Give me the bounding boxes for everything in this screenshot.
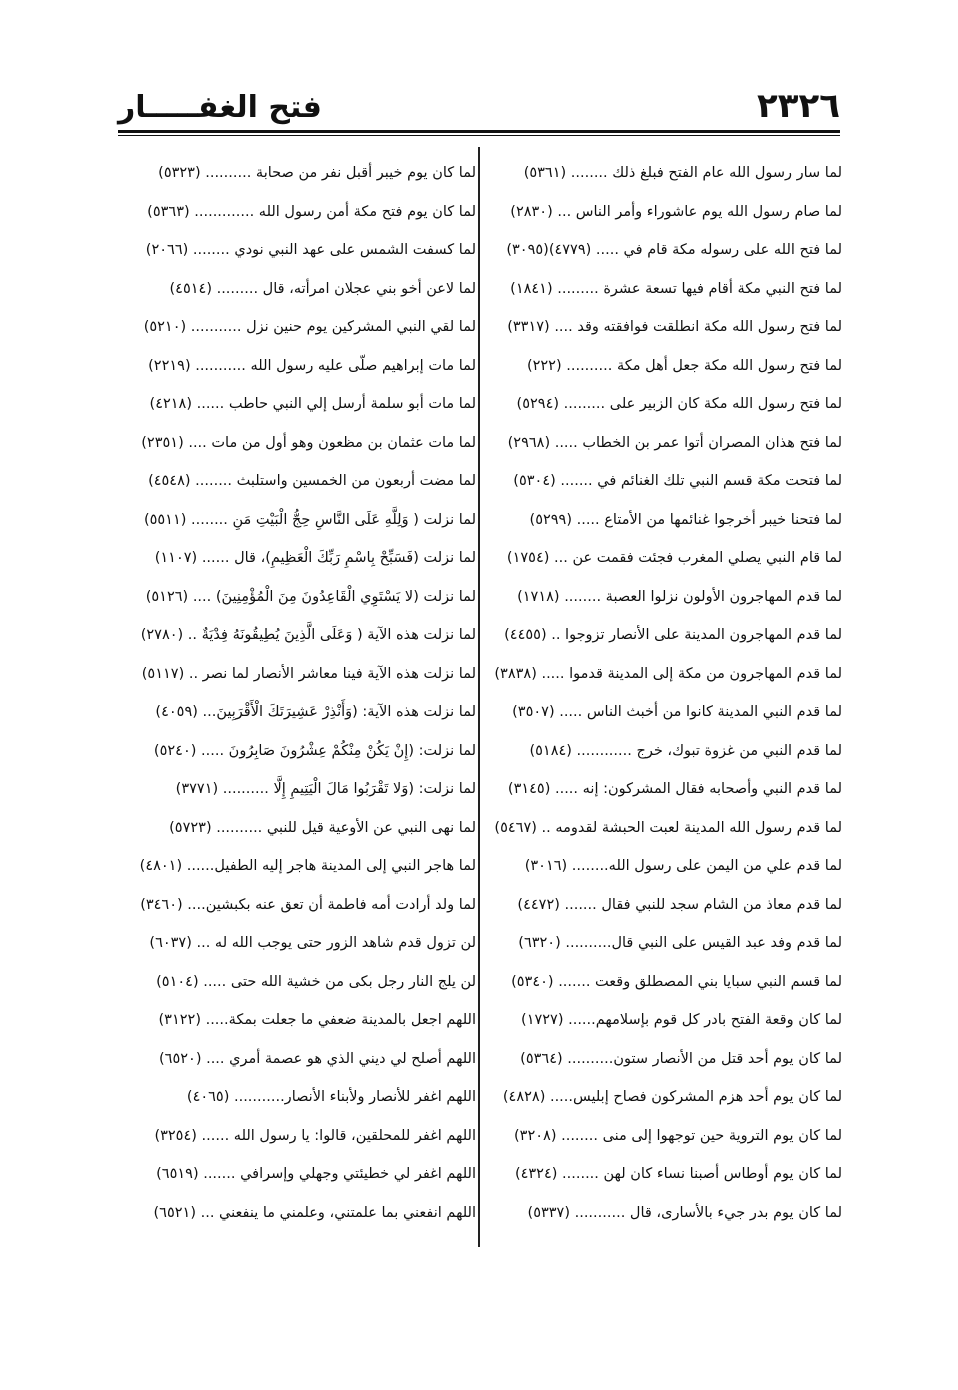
index-entry: لما قدم رسول الله المدينة لعبت الحبشة لقدومه .. (٥٤٦٧) xyxy=(494,819,842,836)
index-entry: لما نزلت ( وَلِلَّهِ عَلَى النَّاسِ حِجُّ الْبَيْتِ مَنِ ........ (٥٥١١) xyxy=(143,511,476,528)
index-entry: لما كان يوم أحد قتل من الأنصار ستون.......... (٥٣٦٤) xyxy=(520,1050,842,1067)
index-entry: لما فتح رسول الله مكة كان الزبير على ......... (٥٢٩٤) xyxy=(516,396,842,412)
index-entry: لما فتحنا خيبر أخرجوا غنائمها من الأمتاع ..... (٥٢٩٩) xyxy=(529,511,842,528)
page-number: ٢٣٢٦ xyxy=(756,86,840,126)
index-entry: لما مات أبو سلمة أرسل إلي النبي حاطب ...... (٤٢١٨) xyxy=(149,396,476,412)
index-entry: لما كان يوم أوطاس أصبنا نساء كان لهن ........ (٤٣٢٤) xyxy=(514,1166,842,1182)
index-entry: اللهم أصلح لي ديني الذي هو عصمة أمري .... (٦٥٢٠) xyxy=(158,1050,476,1067)
index-entry: لما قدم النبي من غزوة تبوك، خرج ............ (٥١٨٤) xyxy=(529,742,842,759)
index-entry: لما قدم المهاجرون من مكة إلى المدينة قدموا ..... (٣٨٣٨) xyxy=(494,665,842,682)
index-entry: لما كان وقعة الفتح بادر كل قوم بإسلامهم...... (١٧٢٧) xyxy=(521,1012,842,1028)
index-entry: لما نزلت (لا يَسْتَوِي الْقَاعِدُونَ مِنَ الْمُؤْمِنِينَ) .... (٥١٢٦) xyxy=(145,588,476,605)
index-entry: لما لقي النبي المشركين يوم حنين نزل ........... (٥٢١٠) xyxy=(143,319,476,335)
index-entry: لما سار رسول الله عام الفتح فبلغ ذلك ........ (٥٣٦١) xyxy=(523,165,842,181)
index-column-right xyxy=(484,154,842,1232)
header-rule xyxy=(118,130,840,133)
index-entry: لما نزلت هذه الآية: (وَأَنْذِرْ عَشِيرَتَكَ الْأَقْرَبِينَ... (٤٠٥٩) xyxy=(155,704,476,720)
index-entry: لما كان يوم خيبر أقبل نفر من صحابة .......... (٥٣٢٣) xyxy=(158,165,476,181)
index-entry: لما فتح الله على رسوله مكة قام في ..... (٤٧٧٩)(٣٠٩٥) xyxy=(506,242,842,258)
header-rule-thin xyxy=(118,135,840,136)
index-entry: لما نزلت: (وَلا تَقْرَبُوا مَالَ الْيَتِيمِ إِلَّا .......... (٣٧٧١) xyxy=(175,781,476,797)
index-entry: لما كان يوم بدر جيء بالأسارى، قال ........... (٥٣٣٧) xyxy=(527,1204,842,1221)
index-column-left xyxy=(118,154,476,1232)
index-entry: اللهم اغفر لي خطيئتي وجهلي وإسرافي ....... (٦٥١٩) xyxy=(156,1166,476,1182)
index-entry: لما قسم النبي سبايا بني المصطلق وقعت ....... (٥٣٤٠) xyxy=(511,973,842,990)
index-entry: لما ولد أرادت أمه فاطمة أن تعق عنه بكبشين.... (٣٤٦٠) xyxy=(140,896,476,913)
index-entry: لما قدم المهاجرون الأولون نزلوا العصبة ........ (١٧١٨) xyxy=(517,588,842,605)
index-entry: اللهم انفعني بما علمتني، وعلمني ما ينفعني ... (٦٥٢١) xyxy=(153,1204,476,1221)
index-entry: لما كان يوم فتح مكة أمن رسول الله ............. (٥٣٦٣) xyxy=(147,203,476,220)
index-entry: لما كان يوم التروية حين توجهوا إلى منى ........ (٣٢٠٨) xyxy=(514,1127,842,1144)
index-entry: لما نهى النبي عن الأوعية قيل للنبي .......... (٥٧٢٣) xyxy=(169,819,476,836)
index-entry: لما كان يوم أحد هزم المشركون فصاح إبليس..... (٤٨٢٨) xyxy=(502,1089,842,1105)
index-entry: لما قدم النبي المدينة كانوا من أخبث الناس ..... (٣٥٠٧) xyxy=(512,704,842,720)
index-entry: لن يلج النار رجل بكى من خشية الله حتى ..... (٥١٠٤) xyxy=(156,973,476,990)
index-entry: لما صام رسول الله يوم عاشوراء وأمر الناس ... (٢٨٣٠) xyxy=(510,203,842,220)
index-entry: لما كسفت الشمس على عهد النبي نودي ........ (٢٠٦٦) xyxy=(145,242,476,258)
index-entry: لما قدم وفد عبد القيس على النبي قال.......... (٦٣٢٠) xyxy=(518,935,842,951)
index-entry: اللهم اغفر للأنصار ولأبناء الأنصار........... (٤٠٦٥) xyxy=(186,1089,476,1105)
index-entry: لما قام النبي يصلي المغرب فجئت فقمت عن ... (١٧٥٤) xyxy=(506,550,842,566)
index-entry: لما قدم المهاجرون المدينة على الأنصار تزوجوا .. (٤٤٥٥) xyxy=(504,627,842,643)
column-divider xyxy=(478,147,480,1247)
index-entry: لما مضت أربعون من الخمسين واستلبث ........ (٤٥٤٨) xyxy=(148,473,476,489)
index-entry: اللهم اغفر للمحلقين، قالوا: يا رسول الله ...... (٣٢٥٤) xyxy=(154,1127,476,1144)
book-title: فتح الغفـــــار xyxy=(118,90,322,125)
index-entry: لما قدم علي من اليمن على رسول الله........ (٣٠١٦) xyxy=(524,858,842,874)
index-entry: لما فتح رسول الله مكة جعل أهل مكة .......... (٢٢٢) xyxy=(526,357,842,374)
index-entry: لما لاعن أخو بني عجلان امرأته، قال ......... (٤٥١٤) xyxy=(169,280,476,297)
index-entry: لن تزول قدم شاهد الزور حتى يوجب الله له ... (٦٠٣٧) xyxy=(149,935,476,951)
page-header xyxy=(118,86,840,136)
index-entry: اللهم اجعل بالمدينة ضعفي ما جعلت بمكة..... (٣١٢٢) xyxy=(158,1012,476,1028)
index-entry: لما فتح رسول الله مكة انطلقت فوافقته وقد .... (٣٣١٧) xyxy=(507,319,842,335)
index-entry: لما مات إبراهيم صلّى عليه رسول الله ........... (٢٢١٩) xyxy=(148,357,476,374)
index-entry: لما قدم النبي وأصحابه فقال المشركون: إنه ..... (٣١٤٥) xyxy=(507,781,842,797)
index-entry: لما نزلت: (إِنْ يَكُنْ مِنْكُمْ عِشْرُونَ صَابِرُونَ ..... (٥٢٤٠) xyxy=(153,742,476,759)
index-entry: لما فتحت مكة قسم النبي تلك الغنائم في ....... (٥٣٠٤) xyxy=(513,473,842,489)
index-entry: لما هاجر النبي إلى المدينة هاجر إليه الطفيل...... (٤٨٠١) xyxy=(139,858,476,874)
index-entry: لما نزلت هذه الآية ( وَعَلَى الَّذِينَ يُطِيقُونَهُ فِدْيَةٌ .. (٢٧٨٠) xyxy=(140,627,476,643)
index-entry: لما مات عثمان بن مظعون وهو أول من مات .... (٢٣٥١) xyxy=(141,434,476,451)
index-entry: لما نزلت هذه الآية فينا معاشر الأنصار لما نصر .. (٥١١٧) xyxy=(141,665,476,682)
index-entry: لما فتح النبي مكة أقام فيها تسعة عشرة ......... (١٨٤١) xyxy=(510,280,842,297)
index-entry: لما فتح هذان المصران أتوا عمر بن الخطاب ..... (٢٩٦٨) xyxy=(507,434,842,451)
index-entry: لما قدم معاذ من الشام سجد للنبي فقال ....... (٤٤٧٢) xyxy=(517,896,842,913)
index-entry: لما نزلت (فَسَبِّحْ بِاسْمِ رَبِّكَ الْعَظِيمِ)، قال ...... (١١٠٧) xyxy=(154,550,476,566)
